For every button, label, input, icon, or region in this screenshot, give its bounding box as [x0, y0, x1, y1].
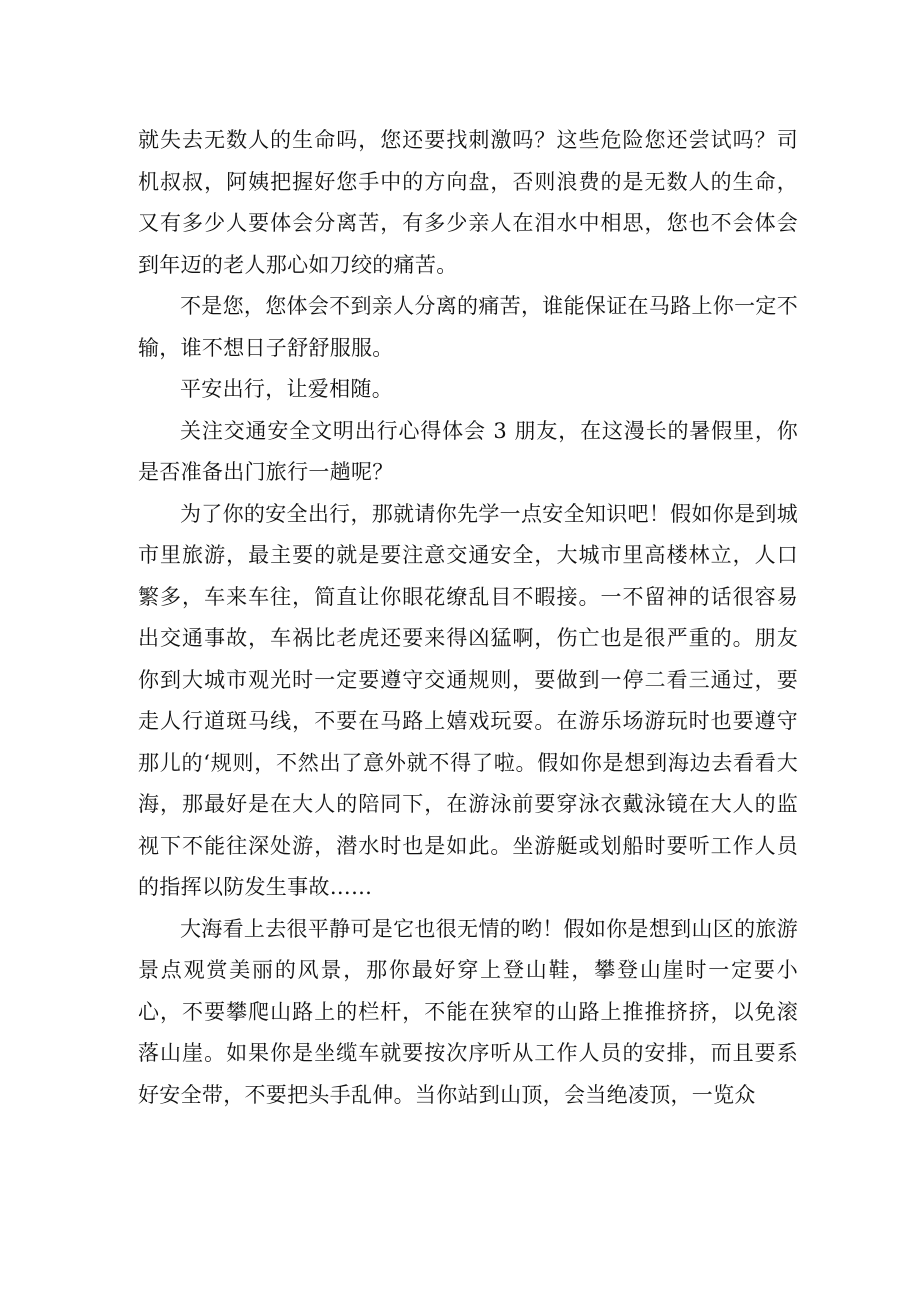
document-body: [138, 120, 798, 1116]
paragraph-6: 大海看上去很平静可是它也很无情的哟！假如你是想到山区的旅游景点观赏美丽的风景，那你最好穿上登山鞋，攀登山崖时一定要小心，不要攀爬山路上的栏杆，不能在狭窄的山路上推推挤挤，以免滚落山崖。如果你是坐缆车就要按次序听从工作人员的安排，而且要系好安全带，不要把头手乱伸。当你站到山顶，会当绝凌顶，一览众: [138, 916, 798, 1107]
paragraph-4: 关注交通安全文明出行心得体会 3 朋友，在这漫长的暑假里，你是否准备出门旅行一趟呢？: [138, 418, 798, 484]
paragraph-5: 为了你的安全出行，那就请你先学一点安全知识吧！假如你是到城市里旅游，最主要的就是要注意交通安全，大城市里高楼林立，人口繁多，车来车往，简直让你眼花缭乱目不暇接。一不留神的话很容易出交通事故，车祸比老虎还要来得凶猛啊，伤亡也是很严重的。朋友你到大城市观光时一定要遵守交通规则，要做到一停二看三通过，要走人行道斑马线，不要在马路上嬉戏玩耍。在游乐场游玩时也要遵守那儿的‘规则，不然出了意外就不得了啦。假如你是想到海边去看看大海，那最好是在大人的陪同下，在游泳前要穿泳衣戴泳镜在大人的监视下不能往深处游，潜水时也是如此。坐游艇或划船时要听工作人员的指挥以防发生事故……: [138, 501, 798, 899]
paragraph-2: 不是您，您体会不到亲人分离的痛苦，谁能保证在马路上你一定不输，谁不想日子舒舒服服。: [138, 294, 798, 360]
paragraph-1: 就失去无数人的生命吗，您还要找刺激吗？这些危险您还尝试吗？司机叔叔，阿姨把握好您手中的方向盘，否则浪费的是无数人的生命，又有多少人要体会分离苦，有多少亲人在泪水中相思，您也不会体会到年迈的老人那心如刀绞的痛苦。: [138, 128, 798, 277]
paragraph-3: 平安出行，让爱相随。: [180, 377, 393, 401]
